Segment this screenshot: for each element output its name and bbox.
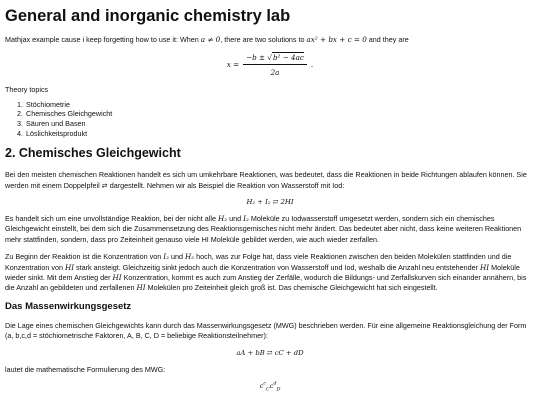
general-reaction-equation: aA + bB ⇄ cC + dD xyxy=(236,348,304,357)
text: hoch, was zur Folge hat, dass viele Reaktionen zwischen den beiden Molekülen stattfinden und die Konzentration von xyxy=(5,252,512,272)
text: Moleküle wieder sinkt. Mit dem Anstieg der xyxy=(5,262,520,283)
formula-fraction: $\frac{\text{−b ± √b² − 4ac}}{2a}$ xyxy=(243,52,307,77)
text: Molekülen pro Zeiteinheit gleich groß ist. Das chemische Gleichgewicht hat sich eingestellt. xyxy=(145,283,438,293)
math-hi: HI xyxy=(64,262,75,272)
topics-list xyxy=(5,100,535,138)
section-paragraph xyxy=(5,252,535,294)
math-hi: HI xyxy=(136,283,146,293)
intro-text: Mathjax example cause i keep forgetting how to use it: When xyxy=(5,35,201,44)
text: und xyxy=(227,214,244,223)
quadratic-formula xyxy=(5,52,535,77)
topics-label: Theory topics xyxy=(5,85,49,95)
math-h2: H₂ xyxy=(184,252,195,262)
section-heading: 2. Chemisches Gleichgewicht xyxy=(5,146,181,161)
text: und xyxy=(168,252,185,262)
formula-root: b² − 4ac xyxy=(272,53,304,63)
topic-item[interactable] xyxy=(25,119,535,129)
math-hi: HI xyxy=(112,273,122,283)
text: Konzentration, kommt es auch zum Anstieg der Zerfälle, wodurch die Bildungs- und Zerfallskurven sich einander annähern, bis die Anzahl an gebildeten und zerfallenen xyxy=(5,273,527,293)
intro-paragraph xyxy=(5,35,535,45)
math-h2: H₂ xyxy=(217,214,228,223)
formula-end: . xyxy=(310,60,314,70)
intro-condition: a ≠ 0 xyxy=(200,35,221,44)
text: Es handelt sich um eine unvollständige Reaktion, bei der nicht alle xyxy=(5,214,218,223)
formula-denominator: 2a xyxy=(270,68,280,78)
topic-link[interactable]: Stöchiometrie xyxy=(26,99,70,109)
intro-equation: ax² + bx + c = 0 xyxy=(306,35,367,44)
topic-item[interactable] xyxy=(25,109,535,119)
intro-text: and they are xyxy=(366,35,409,44)
math-hi: HI xyxy=(480,262,490,272)
math-i2: I₂ xyxy=(243,214,249,223)
subsection-paragraph: lautet die mathematische Formulierung des MWG: xyxy=(5,364,166,374)
topic-link[interactable]: Säuren und Basen xyxy=(26,119,86,128)
formula-lhs: x = xyxy=(226,60,240,70)
subsection-heading: Das Massenwirkungsgesetz xyxy=(5,300,132,312)
topic-item[interactable] xyxy=(25,100,535,110)
mwg-formula: $c^c_Cc^d_D$ xyxy=(259,381,281,393)
topic-link[interactable]: Chemisches Gleichgewicht xyxy=(26,109,113,119)
section-paragraph xyxy=(5,214,535,245)
topic-item[interactable] xyxy=(25,129,535,139)
subsection-paragraph: Die Lage eines chemischen Gleichgewichts kann durch das Massenwirkungsgesetz (MWG) beschrieben werden. Für eine allgemeine Reaktionsgleichung der Form (a, b,c,d = stöchiometrische Faktoren, A, B, C, D = beliebige Reaktionsteilnehmer): xyxy=(5,320,527,341)
math-i2: I₂ xyxy=(163,252,169,262)
text: stark ansteigt. Gleichzeitig sinkt jedoch auch die Konzentration von Wasserstoff und Iod, weshalb die Anzahl neu entstehender xyxy=(74,262,480,272)
intro-text: , there are two solutions to xyxy=(220,35,307,44)
topic-link[interactable]: Löslichkeitsprodukt xyxy=(26,128,88,138)
formula-numerator: −b ± xyxy=(246,53,268,63)
section-paragraph: Bei den meisten chemischen Reaktionen handelt es sich um umkehrbare Reaktionen, was bedeutet, dass die Reaktionen in beide Richtungen ablaufen können. Sie werden mit einem Doppelpfeil ⇄ dargestellt. Nehmen wir als Beispiel die Reaktion von Wasserstoff mit Iod: xyxy=(5,170,527,190)
page-title: General and inorganic chemistry lab xyxy=(5,7,291,25)
text: Moleküle zu Iodwasserstoff umgesetzt werden, sondern sich ein chemisches Gleichgewicht einstellt, bei dem sich die Zusammensetzung des Reaktionsgemisches nicht mehr ändert. Das bedeutet aber nicht, dass keine weiteren Reaktionen mehr stattfinden, sondern, dass pro Zeiteinheit genauso viele HI Moleküle gebildet werden, wie auch wieder zerfallen. xyxy=(5,214,522,244)
text: Zu Beginn der Reaktion ist die Konzentration von xyxy=(5,252,164,262)
reaction-equation: H₂ + I₂ ⇄ 2HI xyxy=(246,198,294,206)
